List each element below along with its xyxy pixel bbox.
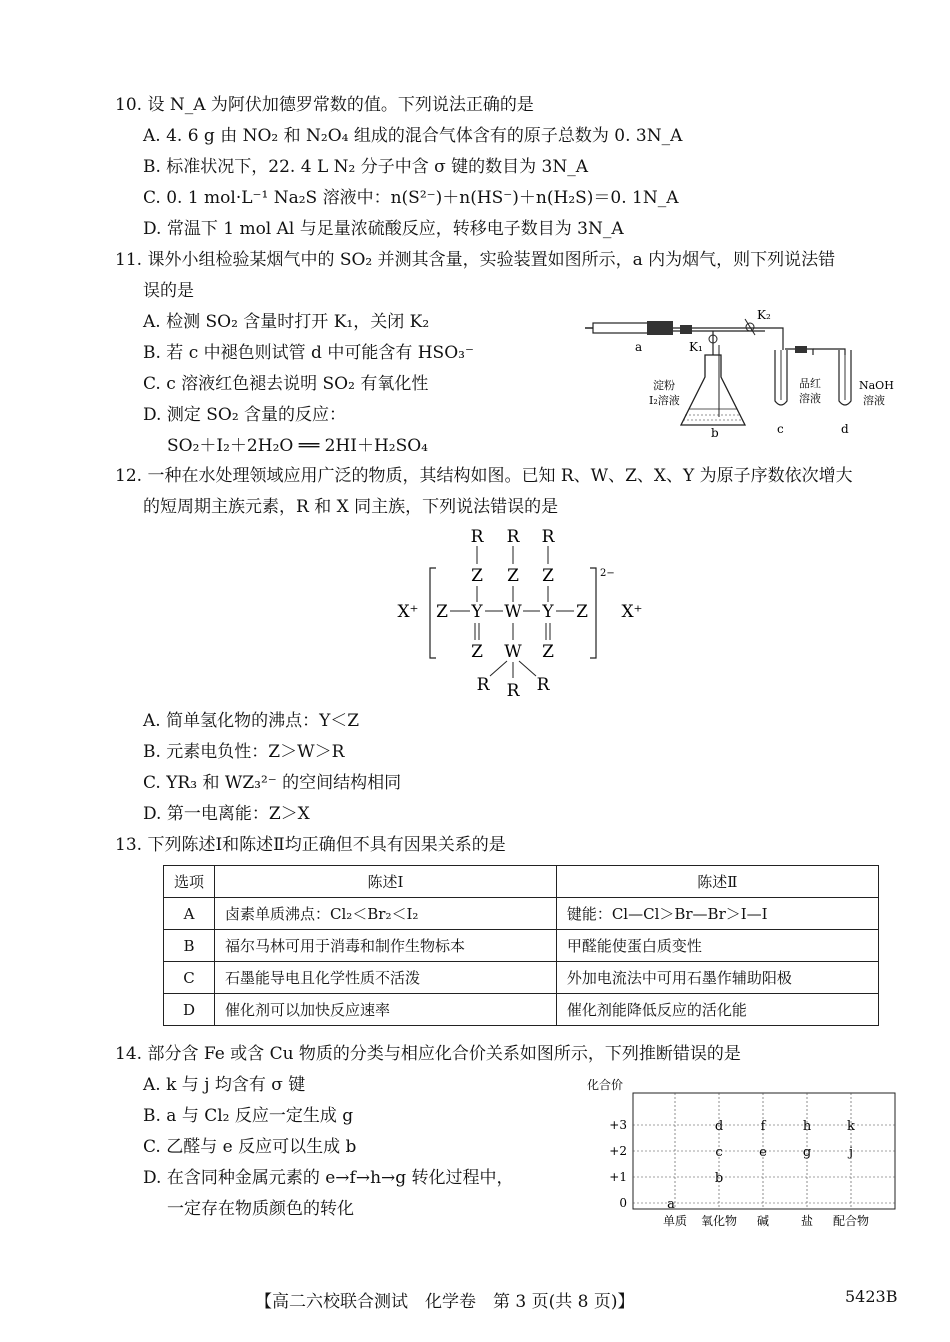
q12-structure-figure — [390, 520, 660, 700]
q11-apparatus-figure — [585, 305, 905, 440]
q13-table — [163, 865, 879, 1026]
label-a: a — [635, 340, 643, 354]
counter-ion-x-left: X⁺ — [397, 602, 419, 622]
table-cell: D — [164, 994, 215, 1026]
q11-stem-line1: 11. 课外小组检验某烟气中的 SO₂ 并测其含量，实验装置如图所示，a 内为烟气，则下列说法错 — [115, 250, 836, 270]
syringe-plunger — [647, 321, 673, 335]
counter-ion-x-right: X⁺ — [621, 602, 643, 622]
q14-valence-chart — [585, 1075, 905, 1235]
atom-z: Z — [542, 566, 554, 586]
atom-r: R — [541, 527, 555, 547]
chart-tick-label: +1 — [609, 1170, 627, 1184]
q11-option-c: C. c 溶液红色褪去说明 SO₂ 有氧化性 — [143, 374, 429, 394]
atom-r: R — [506, 681, 520, 700]
syringe-barrel — [593, 323, 653, 333]
atom-r: R — [470, 527, 484, 547]
chart-ylabel: 化合价 — [587, 1078, 624, 1092]
chart-category-label: 单质 — [662, 1214, 688, 1228]
table-header: 陈述Ⅰ — [215, 866, 557, 898]
table-row — [164, 930, 879, 962]
label-k1: K₁ — [689, 340, 703, 354]
left-bracket — [430, 568, 436, 658]
table-cell: C — [164, 962, 215, 994]
atom-y: Y — [471, 602, 483, 622]
table-cell: 外加电流法中可用石墨作辅助阳极 — [556, 962, 878, 994]
chart-category-label: 碱 — [756, 1214, 770, 1228]
flask-b — [681, 355, 745, 425]
label-b-reagent1: 淀粉 — [653, 379, 675, 392]
label-c-reagent1: 品红 — [799, 377, 821, 390]
exam-code: 5423B — [845, 1287, 898, 1306]
q14-option-d-line2: 一定存在物质颜色的转化 — [167, 1199, 354, 1219]
q10-option-d: D. 常温下 1 mol Al 与足量浓硫酸反应，转移电子数目为 3N_A — [143, 219, 624, 239]
q10-option-c: C. 0. 1 mol·L⁻¹ Na₂S 溶液中：n(S²⁻)＋n(HS⁻)＋n(H₂S)＝0. 1N_A — [143, 188, 679, 208]
table-header: 选项 — [164, 866, 215, 898]
q14-option-a: A. k 与 j 均含有 σ 键 — [143, 1075, 306, 1095]
atom-z: Z — [471, 566, 483, 586]
label-b: b — [711, 426, 719, 440]
chart-tick-label: +3 — [609, 1118, 627, 1132]
chart-tick-label: +2 — [609, 1144, 627, 1158]
label-c-reagent2: 溶液 — [799, 392, 821, 405]
atom-w: W — [504, 642, 522, 662]
q12-stem-line2: 的短周期主族元素，R 和 X 同主族，下列说法错误的是 — [143, 497, 559, 517]
chart-category-label: 氧化物 — [700, 1214, 738, 1228]
label-d: d — [841, 422, 849, 436]
atom-z: Z — [471, 642, 483, 662]
q10-option-b: B. 标准状况下，22. 4 L N₂ 分子中含 σ 键的数目为 3N_A — [143, 157, 589, 177]
atom-r: R — [536, 675, 550, 695]
atom-y: Y — [542, 602, 554, 622]
q12-stem-line1: 12. 一种在水处理领域应用广泛的物质，其结构如图。已知 R、W、Z、X、Y 为原子序数依次增大 — [115, 466, 853, 486]
right-bracket — [590, 568, 596, 658]
q10-stem: 10. 设 N_A 为阿伏加德罗常数的值。下列说法正确的是 — [115, 95, 534, 115]
table-cell: 键能：Cl—Cl＞Br—Br＞I—I — [556, 898, 878, 930]
q10-option-a: A. 4. 6 g 由 NO₂ 和 N₂O₄ 组成的混合气体含有的原子总数为 0. 3N_A — [143, 126, 683, 146]
q14-option-d-line1: D. 在含同种金属元素的 e→f→h→g 转化过程中， — [143, 1168, 514, 1188]
label-d-reagent1: NaOH — [859, 379, 894, 392]
ion-charge: 2− — [600, 568, 615, 579]
table-row — [164, 962, 879, 994]
q14-option-c: C. 乙醛与 e 反应可以生成 b — [143, 1137, 357, 1157]
chart-point-j: j — [848, 1145, 854, 1160]
atom-z: Z — [507, 566, 519, 586]
table-cell: 甲醛能使蛋白质变性 — [556, 930, 878, 962]
q11-option-d: D. 测定 SO₂ 含量的反应： — [143, 405, 347, 425]
table-cell: B — [164, 930, 215, 962]
label-d-reagent2: 溶液 — [863, 394, 885, 407]
table-header: 陈述Ⅱ — [556, 866, 878, 898]
label-b-reagent2: I₂溶液 — [649, 394, 680, 407]
table-cell: 催化剂可以加快反应速率 — [215, 994, 557, 1026]
q11-stem-line2: 误的是 — [143, 281, 194, 301]
chart-point-e: e — [759, 1145, 767, 1160]
chart-category-label: 配合物 — [832, 1214, 870, 1228]
table-cell: 石墨能导电且化学性质不活泼 — [215, 962, 557, 994]
atom-z: Z — [576, 602, 588, 622]
q12-option-d: D. 第一电离能：Z＞X — [143, 804, 310, 824]
chart-point-b: b — [714, 1171, 724, 1186]
table-cell: A — [164, 898, 215, 930]
label-k2: K₂ — [757, 308, 771, 322]
q11-option-a: A. 检测 SO₂ 含量时打开 K₁，关闭 K₂ — [143, 312, 430, 332]
q11-option-b: B. 若 c 中褪色则试管 d 中可能含有 HSO₃⁻ — [143, 343, 474, 363]
chart-category-label: 盐 — [800, 1214, 814, 1228]
atom-z: Z — [542, 642, 554, 662]
table-cell: 卤素单质沸点：Cl₂＜Br₂＜I₂ — [215, 898, 557, 930]
chart-point-a: a — [667, 1197, 675, 1212]
q12-option-b: B. 元素电负性：Z＞W＞R — [143, 742, 345, 762]
table-header-row — [164, 866, 879, 898]
atom-r: R — [476, 675, 490, 695]
atom-w: W — [504, 602, 522, 622]
q14-option-b: B. a 与 Cl₂ 反应一定生成 g — [143, 1106, 354, 1126]
table-row — [164, 898, 879, 930]
chart-point-h: h — [802, 1119, 812, 1134]
table-cell: 福尔马林可用于消毒和制作生物标本 — [215, 930, 557, 962]
table-row — [164, 994, 879, 1026]
page-footer: 【高二六校联合测试 化学卷 第 3 页(共 8 页)】 — [255, 1292, 635, 1312]
chart-point-c: c — [715, 1145, 723, 1160]
q12-option-c: C. YR₃ 和 WZ₃²⁻ 的空间结构相同 — [143, 773, 402, 793]
atom-r: R — [506, 527, 520, 547]
q11-equation: SO₂＋I₂＋2H₂O ══ 2HI＋H₂SO₄ — [167, 436, 428, 456]
q14-stem: 14. 部分含 Fe 或含 Cu 物质的分类与相应化合价关系如图所示，下列推断错误的是 — [115, 1044, 741, 1064]
chart-point-d: d — [714, 1119, 724, 1134]
chart-tick-label: 0 — [619, 1196, 627, 1210]
table-cell: 催化剂能降低反应的活化能 — [556, 994, 878, 1026]
q12-option-a: A. 简单氢化物的沸点：Y＜Z — [143, 711, 360, 731]
chart-point-k: k — [847, 1119, 855, 1134]
atom-z: Z — [436, 602, 448, 622]
q13-stem: 13. 下列陈述Ⅰ和陈述Ⅱ均正确但不具有因果关系的是 — [115, 835, 506, 855]
chart-point-f: f — [760, 1119, 766, 1134]
label-c: c — [777, 422, 784, 436]
chart-point-g: g — [802, 1145, 812, 1160]
